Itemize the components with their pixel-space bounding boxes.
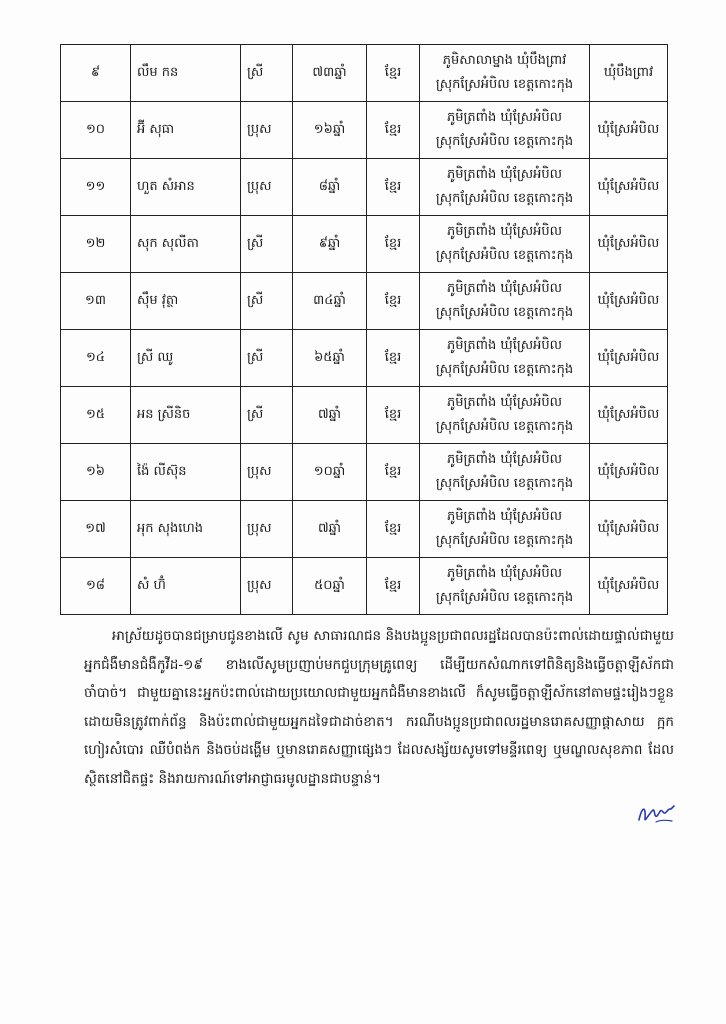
person-commune: ឃុំស្រែអំបិល [590,387,668,444]
table-row [61,387,668,444]
person-age: ១៦ឆ្នាំ [293,102,367,159]
table-row [61,273,668,330]
person-nationality: ខ្មែរ [367,102,420,159]
person-address [420,273,590,330]
person-sex: ប្រុស [241,102,293,159]
person-address [420,159,590,216]
person-age: ៩ឆ្នាំ [293,216,367,273]
address-line-village: ភូមិត្រពាំង ឃុំស្រែអំបិល [446,566,563,581]
person-sex: ស្រី [241,387,293,444]
person-address [420,330,590,387]
person-sex: ស្រី [241,45,293,102]
person-sex: ស្រី [241,273,293,330]
person-name: អ៊ី សុធា [131,102,241,159]
table-row [61,330,668,387]
person-sex: ប្រុស [241,501,293,558]
person-name: អន ស្រីនិច [131,387,241,444]
signature-mark [636,800,676,828]
person-name: ស្រី ឈូ [131,330,241,387]
person-nationality: ខ្មែរ [367,45,420,102]
person-age: ៧ឆ្នាំ [293,387,367,444]
person-sex: ប្រុស [241,558,293,615]
row-number: ១៦ [61,444,131,501]
address-line-district: ស្រុកស្រែអំបិល ខេត្តកោះកុង [435,419,574,434]
person-commune: ឃុំស្រែអំបិល [590,159,668,216]
row-number: ១០ [61,102,131,159]
person-address [420,102,590,159]
address-line-district: ស្រុកស្រែអំបិល ខេត្តកោះកុង [435,533,574,548]
person-commune: ឃុំស្រែអំបិល [590,501,668,558]
row-number: ១២ [61,216,131,273]
row-number: ១៧ [61,501,131,558]
person-name: អុក សុងហេង [131,501,241,558]
table-row [61,159,668,216]
person-sex: ប្រុស [241,159,293,216]
person-address [420,444,590,501]
row-number: ១៣ [61,273,131,330]
person-nationality: ខ្មែរ [367,273,420,330]
address-line-district: ស្រុកស្រែអំបិល ខេត្តកោះកុង [435,305,574,320]
person-nationality: ខ្មែរ [367,216,420,273]
person-name: ស៊ឹម វុត្ថា [131,273,241,330]
table-row [61,102,668,159]
table-row [61,45,668,102]
address-line-district: ស្រុកស្រែអំបិល ខេត្តកោះកុង [435,191,574,206]
person-commune: ឃុំស្រែអំបិល [590,444,668,501]
address-line-district: ស្រុកស្រែអំបិល ខេត្តកោះកុង [435,362,574,377]
person-commune: ឃុំស្រែអំបិល [590,102,668,159]
person-nationality: ខ្មែរ [367,159,420,216]
person-commune: ឃុំស្រែអំបិល [590,216,668,273]
person-commune: ឃុំស្រែអំបិល [590,330,668,387]
person-age: ៦៥ឆ្នាំ [293,330,367,387]
person-address [420,216,590,273]
address-line-village: ភូមិសាលាម្នាង ឃុំបឹងព្រាវ [442,53,567,68]
address-line-district: ស្រុកស្រែអំបិល ខេត្តកោះកុង [435,134,574,149]
address-line-village: ភូមិត្រពាំង ឃុំស្រែអំបិល [446,338,563,353]
notice-paragraph [84,622,674,793]
person-nationality: ខ្មែរ [367,558,420,615]
person-nationality: ខ្មែរ [367,501,420,558]
person-age: ៥០ឆ្នាំ [293,558,367,615]
person-name: ង៉ៃ លីស៊ុន [131,444,241,501]
person-nationality: ខ្មែរ [367,387,420,444]
person-address [420,501,590,558]
table-row [61,558,668,615]
row-number: ៩ [61,45,131,102]
address-line-village: ភូមិត្រពាំង ឃុំស្រែអំបិល [446,281,563,296]
person-sex: ស្រី [241,330,293,387]
person-age: ៧ឆ្នាំ [293,501,367,558]
address-line-village: ភូមិត្រពាំង ឃុំស្រែអំបិល [446,395,563,410]
cases-table-body [61,45,668,615]
person-sex: ស្រី [241,216,293,273]
row-number: ១៤ [61,330,131,387]
address-line-village: ភូមិត្រពាំង ឃុំស្រែអំបិល [446,509,563,524]
table-row [61,216,668,273]
person-age: ១០ឆ្នាំ [293,444,367,501]
address-line-district: ស្រុកស្រែអំបិល ខេត្តកោះកុង [435,476,574,491]
row-number: ១៥ [61,387,131,444]
person-name: សំ ហ៊ំ [131,558,241,615]
person-address [420,45,590,102]
row-number: ១៨ [61,558,131,615]
person-name: សុក សុលីតា [131,216,241,273]
person-name: ហួត សំអាន [131,159,241,216]
person-address [420,558,590,615]
address-line-district: ស្រុកស្រែអំបិល ខេត្តកោះកុង [435,590,574,605]
person-nationality: ខ្មែរ [367,330,420,387]
person-commune: ឃុំស្រែអំបិល [590,558,668,615]
address-line-district: ស្រុកស្រែអំបិល ខេត្តកោះកុង [435,248,574,263]
person-name: លឹម កន [131,45,241,102]
table-row [61,444,668,501]
address-line-village: ភូមិត្រពាំង ឃុំស្រែអំបិល [446,224,563,239]
person-age: ៧៣ឆ្នាំ [293,45,367,102]
address-line-district: ស្រុកស្រែអំបិល ខេត្តកោះកុង [435,77,574,92]
person-age: ៨ឆ្នាំ [293,159,367,216]
table-row [61,501,668,558]
person-nationality: ខ្មែរ [367,444,420,501]
person-commune: ឃុំស្រែអំបិល [590,273,668,330]
person-commune: ឃុំបឹងព្រាវ [590,45,668,102]
row-number: ១១ [61,159,131,216]
person-sex: ប្រុស [241,444,293,501]
address-line-village: ភូមិត្រពាំង ឃុំស្រែអំបិល [446,452,563,467]
person-address [420,387,590,444]
cases-table [60,44,668,615]
notice-text: អាស្រ័យដូចបានជម្រាបជូនខាងលើ សូម សាធារណជន និងបងប្អូនប្រជាពលរដ្ឋដែលបានប៉ះពាល់ដោយផ្ទាល់ជាមួយអ្នកជំងឺមានជំងឺកូវីដ-១៩ ខាងលើសូមប្រញាប់មកជួបក្រុមគ្រូពេទ្យ ដើម្បីយកសំណាកទៅពិនិត្យនិងធ្វើចត្តាឡីស័កជាចាំបាច់។ ជាមួយគ្នានេះអ្នកប៉ះពាល់ដោយប្រយោលជាមួយអ្នកជំងឺមានខាងលើ ក៏សូមធ្វើចត្តាឡីស័កនៅតាមផ្ទះរៀងៗខ្លួន ដោយមិនត្រូវពាក់ព័ន្ធ និងប៉ះពាល់ជាមួយអ្នកដទៃជាដាច់ខាត។ ករណីបងប្អូនប្រជាពលរដ្ឋមានរោគសញ្ញាផ្តាសាយ ក្អក ហៀរសំបោរ ឈឺបំពង់ក និងចប់ដង្ហើម ឬមានរោគសញ្ញាផ្សេងៗ ដែលសង្ស័យសូមទៅមន្ទីរពេទ្យ ឬមណ្ឌលសុខភាព ដែលស្ថិតនៅជិតផ្ទះ និងរាយការណ៍ទៅអាជ្ញាធរមូលដ្ឋានជាបន្ទាន់។ [84,628,674,787]
address-line-village: ភូមិត្រពាំង ឃុំស្រែអំបិល [446,167,563,182]
address-line-village: ភូមិត្រពាំង ឃុំស្រែអំបិល [446,110,563,125]
person-age: ៣៤ឆ្នាំ [293,273,367,330]
